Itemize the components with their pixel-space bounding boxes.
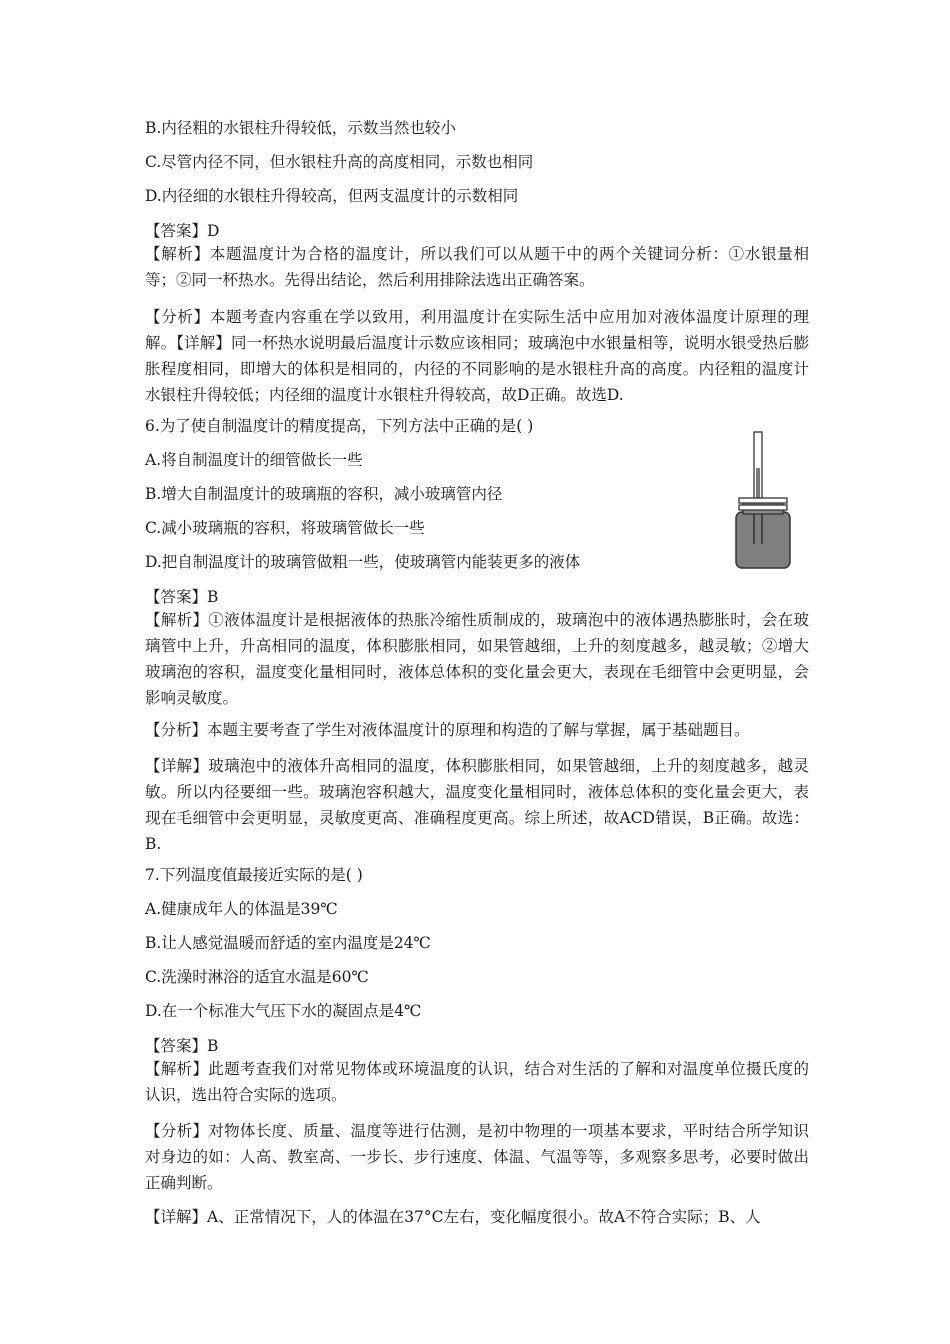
q7-option-a: A.健康成年人的体温是39℃: [145, 900, 338, 918]
q5-jiexi: 【解析】本题温度计为合格的温度计，所以我们可以从题干中的两个关键词分析：①水银量相等；②同一杯热水。先得出结论，然后利用排除法选出正确答案。: [145, 245, 809, 289]
q6-option-a: A.将自制温度计的细管做长一些: [145, 451, 363, 469]
q7-stem: 7.下列温度值最接近实际的是( ): [145, 866, 363, 884]
q6-answer: 【答案】B: [145, 588, 219, 606]
q7-jiexi: 【解析】此题考查我们对常见物体或环境温度的认识，结合对生活的了解和对温度单位摄氏度的认识，选出符合实际的选项。: [145, 1060, 809, 1104]
q7-answer: 【答案】B: [145, 1037, 219, 1055]
q7-fenxi: 【分析】对物体长度、质量、温度等进行估测，是初中物理的一项基本要求，平时结合所学知识对身边的如：人高、教室高、一步长、步行速度、体温、气温等等，多观察多思考，必要时做出正确判断。: [145, 1122, 809, 1192]
thermometer-bottle-icon: [730, 430, 810, 570]
q7-option-b: B.让人感觉温暖而舒适的室内温度是24℃: [145, 934, 431, 952]
q5-option-b: B.内径粗的水银柱升得较低，示数当然也较小: [145, 119, 456, 137]
q5-option-d: D.内径细的水银柱升得较高，但两支温度计的示数相同: [145, 187, 519, 205]
q6-option-c: C.减小玻璃瓶的容积，将玻璃管做长一些: [145, 519, 425, 537]
q7-option-d: D.在一个标准大气压下水的凝固点是4℃: [145, 1002, 422, 1020]
q5-answer: 【答案】D: [145, 222, 220, 240]
q7-option-c: C.洗澡时淋浴的适宜水温是60℃: [145, 968, 369, 986]
q6-option-b: B.增大自制温度计的玻璃瓶的容积，减小玻璃管内径: [145, 485, 503, 503]
q5-fenxi: 【分析】本题考查内容重在学以致用，利用温度计在实际生活中应用加对液体温度计原理的理解。【详解】同一杯热水说明最后温度计示数应该相同；玻璃泡中水银量相等，说明水银受热后膨胀程度相同，即增大的体积是相同的，内径的不同影响的是水银柱升高的高度。内径粗的温度计水银柱升得较低；内径细的温度计水银柱升得较高，故D正确。故选D.: [145, 308, 809, 404]
q6-xiangjie: 【详解】玻璃泡中的液体升高相同的温度，体积膨胀相同，如果管越细，上升的刻度越多，越灵敏。所以内径要细一些。玻璃泡容积越大，温度变化量相同时，液体总体积的变化量会更大，表现在毛细管中会更明显，灵敏度更高、准确程度更高。综上所述，故ACD错误，B正确。故选：B.: [145, 757, 809, 853]
q6-jiexi: 【解析】①液体温度计是根据液体的热胀冷缩性质制成的，玻璃泡中的液体遇热膨胀时，会在玻璃管中上升，升高相同的温度，体积膨胀相同，如果管越细，上升的刻度越多，越灵敏；②增大玻璃泡的容积，温度变化量相同时，液体总体积的变化量会更大，表现在毛细管中会更明显，会影响灵敏度。: [145, 611, 809, 707]
q6-option-d: D.把自制温度计的玻璃管做粗一些，使玻璃管内能装更多的液体: [145, 553, 581, 571]
q6-fenxi: 【分析】本题主要考查了学生对液体温度计的原理和构造的了解与掌握，属于基础题目。: [145, 721, 750, 739]
q7-xiangjie: 【详解】A、正常情况下，人的体温在37°C左右，变化幅度很小。故A不符合实际；B、人: [145, 1208, 761, 1226]
q5-option-c: C.尽管内径不同，但水银柱升高的高度相同，示数也相同: [145, 153, 534, 171]
thermometer-bottle-drawing: [730, 430, 810, 570]
q6-stem: 6.为了使自制温度计的精度提高，下列方法中正确的是( ): [145, 417, 534, 435]
